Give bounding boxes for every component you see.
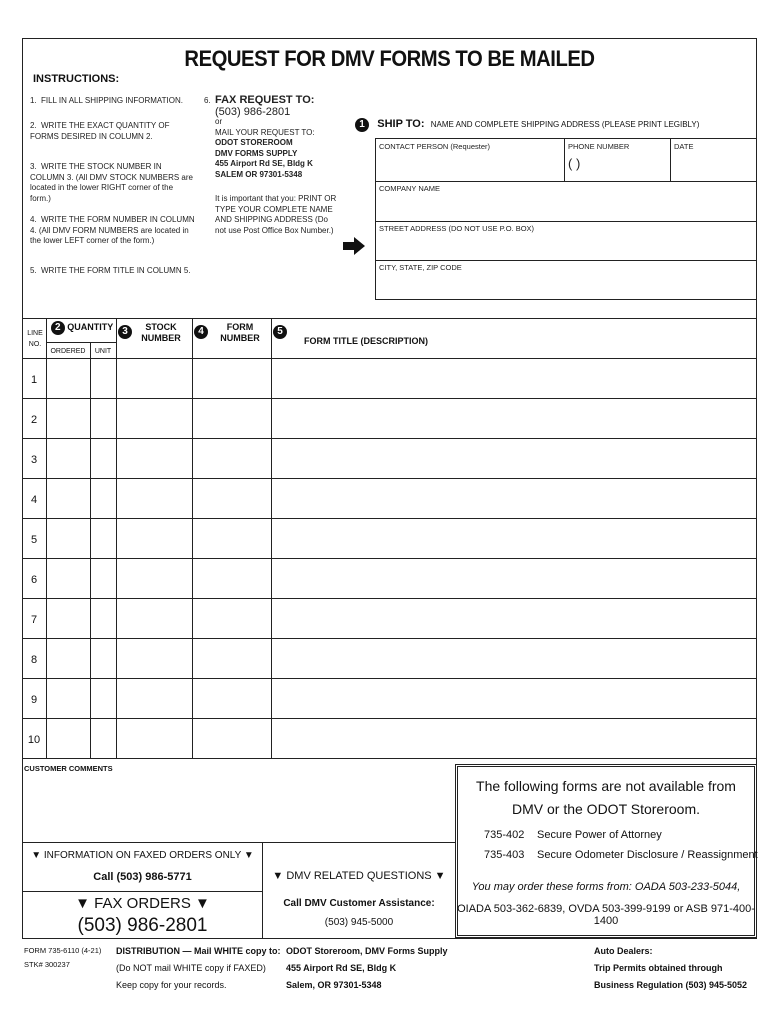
form-item-desc: Secure Power of Attorney	[537, 829, 662, 841]
line-no-header: LINE NO.	[27, 330, 43, 348]
ordered-header: ORDERED	[50, 348, 86, 355]
mail-address-footer: ODOT Storeroom, DMV Forms Supply 455 Airport Rd SE, Bldg K Salem, OR 97301-5348	[286, 946, 448, 990]
faxed-info: ▼ INFORMATION ON FAXED ORDERS ONLY ▼	[31, 850, 254, 861]
form-item-desc: Secure Odometer Disclosure / Reassignment	[537, 849, 758, 861]
date-label: DATE	[674, 142, 694, 151]
form-item-num: 735-402	[484, 829, 525, 841]
form-title-header: FORM TITLE (DESCRIPTION)	[304, 336, 428, 346]
stock-number-header: STOCK NUMBER	[141, 322, 181, 343]
instruction-5: 5. WRITE THE FORM TITLE IN COLUMN 5.	[30, 266, 191, 275]
forms-table	[22, 318, 757, 756]
col5-number: 5	[273, 321, 287, 339]
instructions-heading: INSTRUCTIONS:	[33, 73, 120, 85]
fax-orders-number: (503) 986-2801	[77, 915, 208, 936]
faxed-call: Call (503) 986-5771	[93, 871, 192, 883]
not-available-line1: The following forms are not available from	[476, 778, 736, 794]
row-number: 4	[30, 494, 38, 506]
instruction-3: 3. WRITE THE STOCK NUMBER IN COLUMN 3. (All DMV STOCK NUMBERS are located in the lower RIGHT corner of the form.)	[30, 162, 193, 203]
distribution-info: DISTRIBUTION — Mail WHITE copy to: (Do NOT mail WHITE copy if FAXED) Keep copy for your records.	[116, 946, 281, 990]
ship-to-box	[375, 138, 757, 300]
instruction-2: 2. WRITE THE EXACT QUANTITY OF FORMS DESIRED IN COLUMN 2.	[30, 121, 170, 141]
row-number: 6	[30, 574, 38, 586]
instruction-1: 1. FILL IN ALL SHIPPING INFORMATION.	[30, 96, 183, 105]
row-number: 3	[30, 454, 38, 466]
arrow-right-icon	[343, 237, 365, 255]
fax-orders-label: ▼ FAX ORDERS ▼	[75, 895, 210, 912]
not-available-line2: DMV or the ODOT Storeroom.	[511, 801, 700, 817]
ship-to-header: 1 SHIP TO: NAME AND COMPLETE SHIPPING ADDRESS (PLEASE PRINT LEGIBLY)	[355, 118, 699, 132]
row-number: 1	[30, 374, 38, 386]
contact-person-label: CONTACT PERSON (Requester)	[379, 142, 490, 151]
form-number-header: FORM NUMBER	[220, 322, 260, 343]
related-number: (503) 945-5000	[324, 917, 394, 928]
unit-header: UNIT	[94, 348, 112, 355]
fax-divider	[22, 891, 263, 892]
row-number: 10	[27, 734, 41, 746]
related-call: Call DMV Customer Assistance:	[283, 898, 435, 909]
auto-dealers-footer: Auto Dealers: Trip Permits obtained through Business Regulation (503) 945-5052	[594, 946, 748, 990]
row-number: 2	[30, 414, 38, 426]
city-label: CITY, STATE, ZIP CODE	[379, 263, 462, 272]
row-number: 8	[30, 654, 38, 666]
row-number: 5	[30, 534, 38, 546]
instruction-4: 4. WRITE THE FORM NUMBER IN COLUMN 4. (All DMV FORM NUMBERS are located in the lower LEFT corner of the form.)	[30, 215, 195, 245]
col3-number: 3	[118, 321, 132, 339]
form-title: REQUEST FOR DMV FORMS TO BE MAILED	[184, 46, 595, 71]
form-item-num: 735-403	[484, 849, 525, 861]
row-number: 9	[30, 694, 38, 706]
customer-comments-label: CUSTOMER COMMENTS	[24, 764, 113, 773]
company-label: COMPANY NAME	[379, 184, 440, 193]
phone-label: PHONE NUMBER	[568, 142, 630, 151]
quantity-header: 2 QUANTITY	[48, 321, 116, 335]
order-from-line1: You may order these forms from: OADA 503-233-5044,	[471, 881, 741, 893]
col4-number: 4	[194, 321, 208, 339]
order-from-line2: OIADA 503-362-6839, OVDA 503-399-9199 or ASB 971-400-1400	[457, 903, 755, 927]
related-questions: ▼ DMV RELATED QUESTIONS ▼	[272, 870, 446, 882]
form-number-footer: FORM 735-6110 (4-21) STK# 300237	[24, 946, 102, 969]
phone-paren: ( )	[568, 156, 581, 171]
row-number: 7	[30, 614, 38, 626]
street-label: STREET ADDRESS (DO NOT USE P.O. BOX)	[379, 224, 535, 233]
fax-instructions: 6. FAX REQUEST TO: (503) 986-2801 or MAIL YOUR REQUEST TO: ODOT STOREROOM DMV FORMS SUPPLY 455 Airport Rd SE, Bldg K SALEM OR 97301-5348 It is important that you: PRINT OR TYPE YOUR COMPLETE NAME AND SHIPPING ADDRESS (Do not use Post Office Box Number.)	[204, 94, 337, 235]
